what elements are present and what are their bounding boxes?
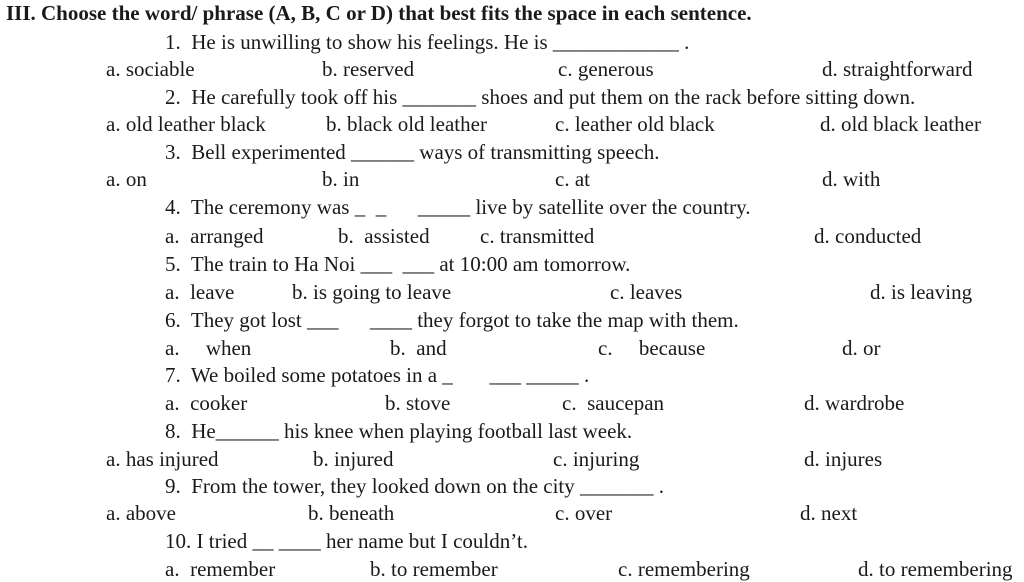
q4-option-c: c. transmitted [480,224,595,248]
q10-option-b: b. to remember [370,557,498,581]
q8-option-c: c. injuring [553,447,640,471]
q2-option-a: a. old leather black [106,112,266,136]
q9-option-b: b. beneath [308,501,395,525]
q5-option-c: c. leaves [610,280,683,304]
q7-option-c: c. saucepan [562,391,665,415]
q2-option-d: d. old black leather [820,112,981,136]
q7-option-a: a. cooker [165,391,248,415]
q7-option-b: b. stove [385,391,451,415]
q9-option-d: d. next [800,501,858,525]
q4-option-a: a. arranged [165,224,264,248]
q5-option-b: b. is going to leave [292,280,452,304]
q6-option-c: c. because [598,336,706,360]
section-heading: III. Choose the word/ phrase (A, B, C or D) that best fits the space in each sentence. [6,1,752,25]
q2-option-c: c. leather old black [555,112,715,136]
q8-option-b: b. injured [313,447,394,471]
q6-option-b: b. and [390,336,447,360]
q2-option-b: b. black old leather [326,112,487,136]
q8-option-a: a. has injured [106,447,219,471]
q10-option-d: d. to remembering [858,557,1013,581]
q10-option-a: a. remember [165,557,276,581]
q3-option-c: c. at [555,167,590,191]
question-1: 1. He is unwilling to show his feelings. He is ____________ . [165,30,690,54]
question-5: 5. The train to Ha Noi ___ ___ at 10:00 am tomorrow. [165,252,631,276]
q10-option-c: c. remembering [618,557,750,581]
q9-option-a: a. above [106,501,176,525]
question-2: 2. He carefully took off his _______ shoes and put them on the rack before sitting down. [165,85,916,109]
q1-option-d: d. straightforward [822,57,973,81]
q3-option-d: d. with [822,167,881,191]
question-7: 7. We boiled some potatoes in a _ ___ _____ . [165,363,590,387]
q1-option-c: c. generous [558,57,654,81]
q4-option-b: b. assisted [338,224,430,248]
question-3: 3. Bell experimented ______ ways of transmitting speech. [165,140,660,164]
q3-option-a: a. on [106,167,147,191]
q4-option-d: d. conducted [814,224,922,248]
q7-option-d: d. wardrobe [804,391,905,415]
question-4: 4. The ceremony was _ _ _____ live by satellite over the country. [165,195,751,219]
q6-option-a: a. when [165,336,252,360]
q1-option-a: a. sociable [106,57,195,81]
question-9: 9. From the tower, they looked down on the city _______ . [165,474,665,498]
q5-option-a: a. leave [165,280,235,304]
question-10: 10. I tried __ ____ her name but I couldn’t. [165,529,528,553]
q3-option-b: b. in [322,167,360,191]
q5-option-d: d. is leaving [870,280,973,304]
question-6: 6. They got lost ___ ____ they forgot to take the map with them. [165,308,739,332]
q1-option-b: b. reserved [322,57,415,81]
question-8: 8. He______ his knee when playing football last week. [165,419,633,443]
q6-option-d: d. or [842,336,881,360]
q8-option-d: d. injures [804,447,883,471]
q9-option-c: c. over [555,501,613,525]
